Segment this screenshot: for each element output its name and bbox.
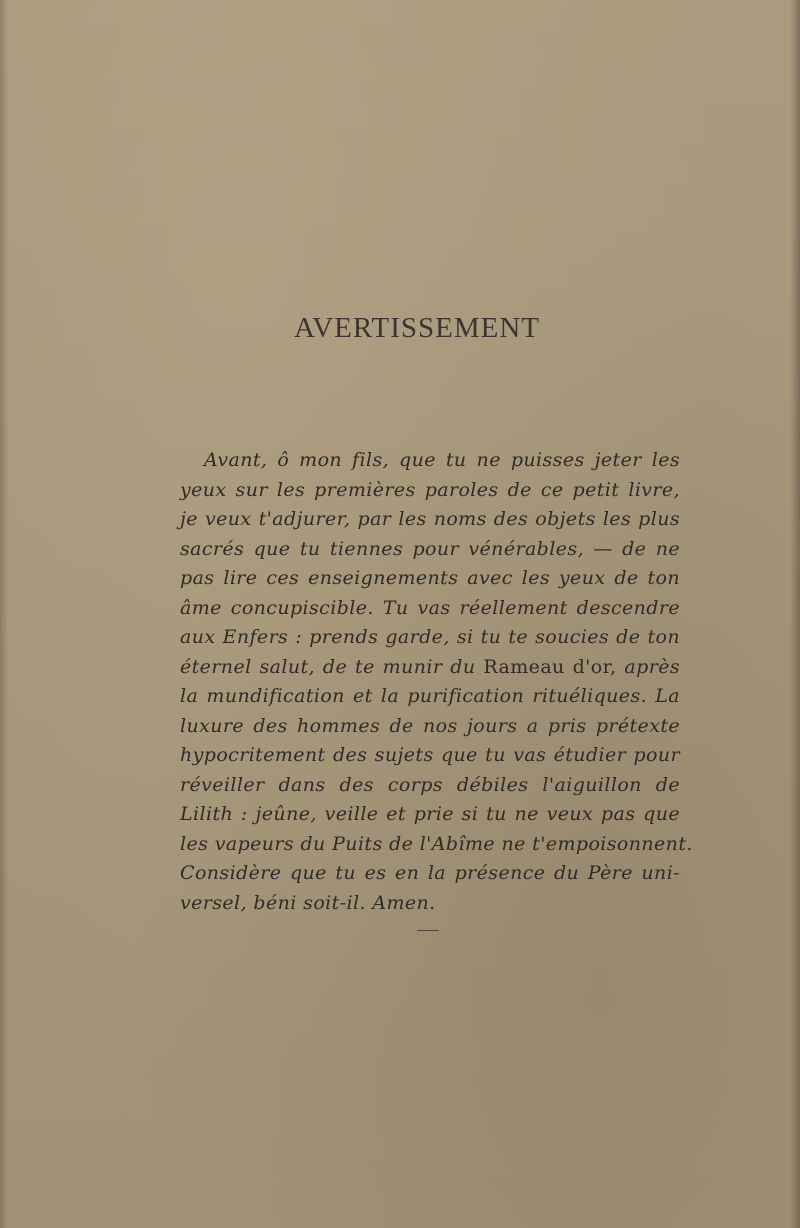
paragraph-line: réveiller dans des corps débiles l'aiguillon de xyxy=(180,773,680,796)
paragraph-line: Lilith : jeûne, veille et prie si tu ne veux pas que xyxy=(180,803,680,825)
paragraph-line: pas lire ces enseignements avec les yeux de ton xyxy=(180,567,680,589)
paragraph-line: âme concupiscible. Tu vas réellement descendre xyxy=(180,596,680,619)
line-text: éternel salut, de te munir du xyxy=(180,655,484,678)
paragraph-line: Avant, ô mon fils, que tu ne puisses jeter les xyxy=(204,449,680,471)
paragraph-line xyxy=(180,653,680,683)
paragraph-line: sacrés que tu tiennes pour vénérables, — de ne xyxy=(180,537,680,560)
page-left-edge xyxy=(0,0,8,1228)
paragraph-line: les vapeurs du Puits de l'Abîme ne t'empoisonnent. xyxy=(180,832,693,855)
paragraph-line: luxure des hommes de nos jours a pris prétexte xyxy=(180,714,680,737)
paragraph-line: Considère que tu es en la présence du Père uni- xyxy=(180,862,680,884)
paragraph-line: hypocritement des sujets que tu vas étudier pour xyxy=(180,744,680,766)
rameau-dor-text: Rameau d'or, xyxy=(483,655,617,678)
end-dash xyxy=(417,930,439,931)
paragraph-line: yeux sur les premières paroles de ce petit livre, xyxy=(180,478,680,501)
paragraph-line: la mundification et la purification rituéliques. La xyxy=(180,685,680,707)
paragraph-line: versel, béni soit-il. Amen. xyxy=(180,891,436,914)
page-right-edge xyxy=(790,0,800,1228)
line-text: après xyxy=(616,655,680,678)
foreword-paragraph xyxy=(180,446,693,918)
paragraph-line: aux Enfers : prends garde, si tu te soucies de ton xyxy=(180,626,680,648)
paragraph-line: je veux t'adjurer, par les noms des objets les plus xyxy=(180,508,680,530)
page-title: AVERTISSEMENT xyxy=(294,312,540,344)
